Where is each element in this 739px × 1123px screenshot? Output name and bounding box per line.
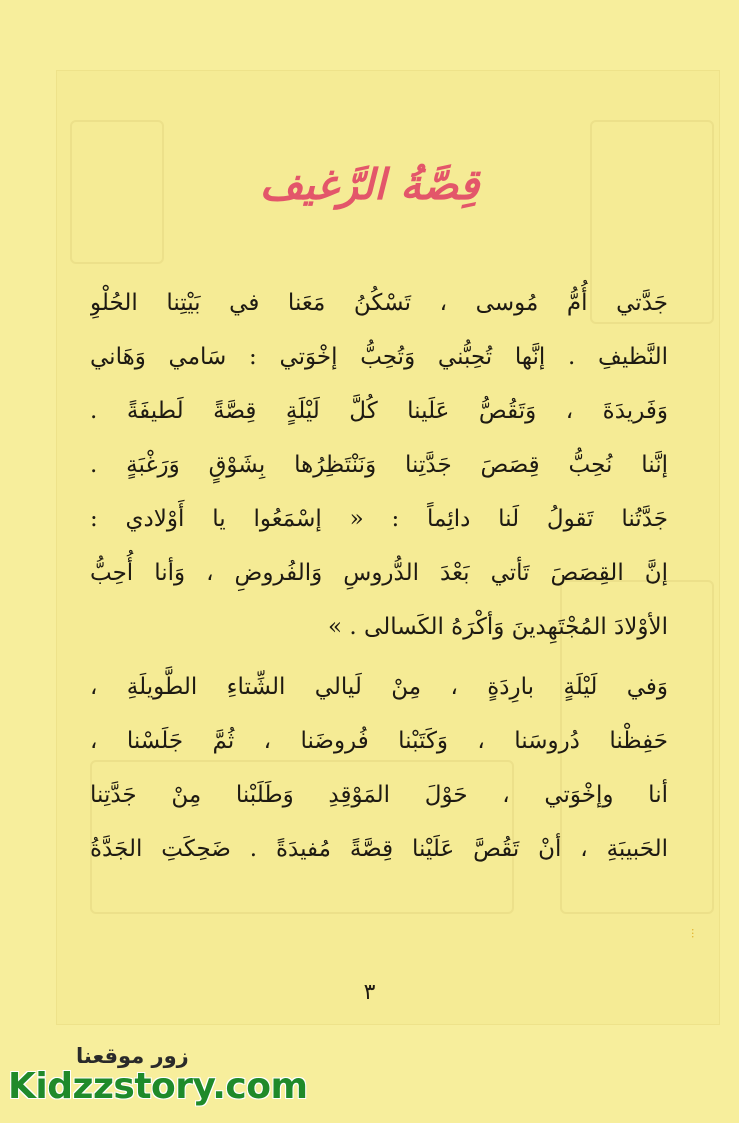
paragraph-line: إنَّ القِصَصَ تَأتي بَعْدَ الدُّروسِ وَالفُروضِ ، وَأنا أُحِبُّ xyxy=(90,560,668,586)
paragraph-line: جَدَّتي أُمُّ مُوسى ، تَسْكُنُ مَعَنا في بَيْتِنا الحُلْوِ xyxy=(90,290,668,316)
story-title: قِصَّةُ الرَّغيف xyxy=(259,160,480,209)
page-number: ٣ xyxy=(363,980,376,1005)
story-paragraph-2 xyxy=(90,660,668,876)
paragraph-line: حَفِظْنا دُروسَنا ، وَكَتَبْنا فُروضَنا ، ثُمَّ جَلَسْنا ، xyxy=(90,728,668,754)
paragraph-line: الحَبيبَةِ ، أنْ تَقُصَّ عَلَيْنا قِصَّةً مُفيدَةً . ضَحِكَتِ الجَدَّةُ xyxy=(90,836,668,862)
paragraph-line: جَدَّتُنا تَقولُ لَنا دائِماً : « إسْمَعُوا يا أَوْلادي : xyxy=(90,506,668,532)
paragraph-line: وَفي لَيْلَةٍ بارِدَةٍ ، مِنْ لَيالي الشِّتاءِ الطَّويلَةِ ، xyxy=(90,674,668,700)
paragraph-line: النَّظيفِ . إنَّها تُحِبُّني وَتُحِبُّ إخْوَتي : سَامي وَهَاني xyxy=(90,344,668,370)
paragraph-line: الأوْلادَ المُجْتَهِدينَ وَأكْرَهُ الكَسالى . » xyxy=(328,614,668,640)
watermark-arabic: زور موقعنا xyxy=(76,1044,189,1068)
side-mark: ··· xyxy=(686,928,699,939)
paragraph-line: أنا وإخْوَتي ، حَوْلَ المَوْقِدِ وَطَلَبْنا مِنْ جَدَّتِنا xyxy=(90,782,668,808)
watermark-site-link[interactable]: Kidzzstory.com xyxy=(8,1066,308,1107)
story-paragraph-1 xyxy=(90,276,668,654)
paragraph-line: وَفَريدَةَ ، وَتَقُصُّ عَلَينا كُلَّ لَيْلَةٍ قِصَّةً لَطيفَةً . xyxy=(90,398,668,424)
paragraph-line: إنَّنا نُحِبُّ قِصَصَ جَدَّتِنا وَنَنْتَظِرُها بِشَوْقٍ وَرَغْبَةٍ . xyxy=(90,452,668,478)
